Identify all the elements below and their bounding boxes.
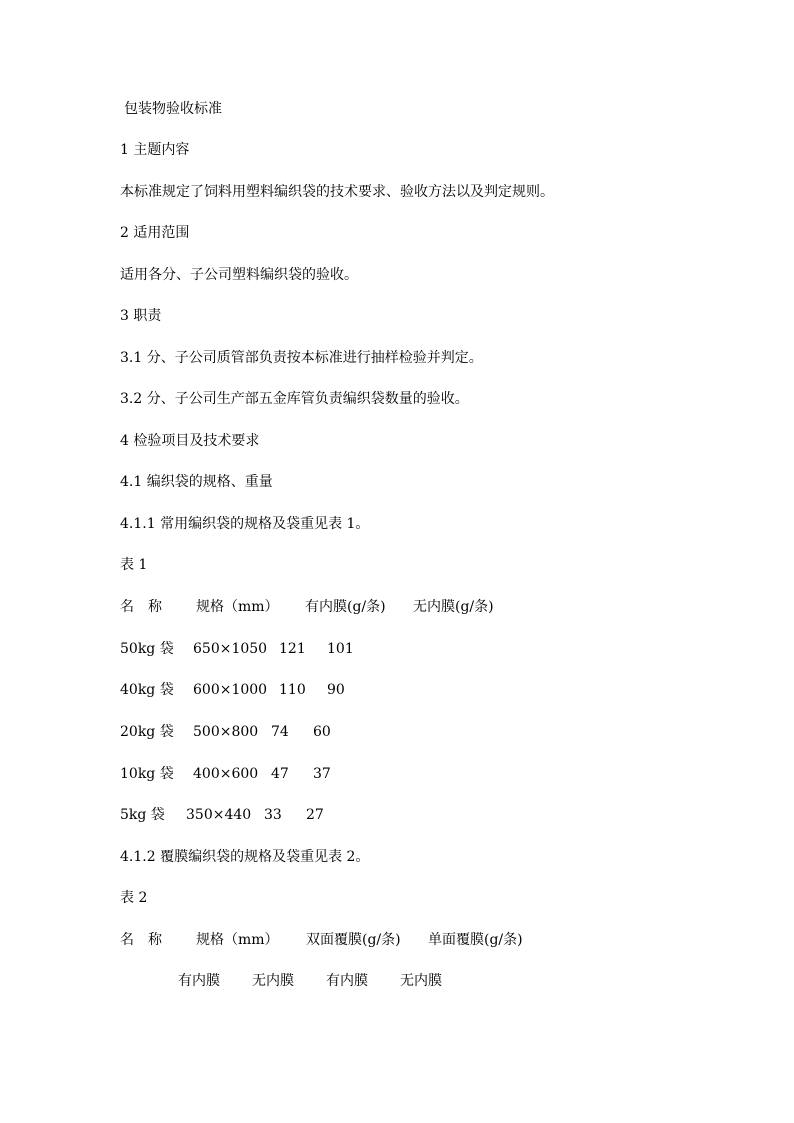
table-cell-spec: 350×440 [186, 807, 252, 823]
section-4-1-heading: 4.1 编织袋的规格、重量 [120, 474, 273, 490]
table-2-label: 表 2 [120, 890, 148, 906]
section-4-1-1-text: 4.1.1 常用编织袋的规格及袋重见表 1。 [120, 516, 370, 532]
section-4-1-2-text: 4.1.2 覆膜编织袋的规格及袋重见表 2。 [120, 849, 370, 865]
table-cell-without-liner: 101 [327, 641, 354, 657]
section-3-2-text: 3.2 分、子公司生产部五金库管负责编织袋数量的验收。 [120, 391, 469, 407]
section-3-heading: 3 职责 [120, 308, 162, 324]
table-cell-spec: 600×1000 [193, 682, 268, 698]
table-2-subheader: 无内膜 [400, 973, 442, 989]
table-cell-spec: 650×1050 [193, 641, 268, 657]
table-2-subheader: 无内膜 [252, 973, 294, 989]
table-cell-name: 40kg 袋 [120, 682, 174, 698]
table-1-label: 表 1 [120, 557, 148, 573]
table-cell-spec: 400×600 [193, 766, 259, 782]
table-cell-without-liner: 37 [313, 766, 331, 782]
table-cell-name: 10kg 袋 [120, 766, 174, 782]
section-2-text: 适用各分、子公司塑料编织袋的验收。 [120, 267, 358, 283]
table-cell-name: 50kg 袋 [120, 641, 174, 657]
table-2-header-single-film: 单面覆膜(g/条) [428, 932, 523, 948]
section-4-heading: 4 检验项目及技术要求 [120, 433, 260, 449]
table-2-subheader: 有内膜 [326, 973, 368, 989]
table-cell-with-liner: 47 [271, 766, 289, 782]
table-2-subheader: 有内膜 [178, 973, 220, 989]
section-2-heading: 2 适用范围 [120, 225, 190, 241]
document-title: 包装物验收标准 [124, 101, 222, 117]
table-cell-with-liner: 110 [279, 682, 306, 698]
section-1-text: 本标准规定了饲料用塑料编织袋的技术要求、验收方法以及判定规则。 [120, 184, 554, 200]
table-1-header-without-liner: 无内膜(g/条) [413, 599, 494, 615]
table-1-header-with-liner: 有内膜(g/条) [305, 599, 386, 615]
table-cell-without-liner: 60 [313, 724, 331, 740]
table-cell-name: 20kg 袋 [120, 724, 174, 740]
table-1-header-spec: 规格（mm） [196, 599, 279, 615]
table-2-header-spec: 规格（mm） [196, 932, 279, 948]
table-cell-without-liner: 90 [327, 682, 345, 698]
table-cell-with-liner: 33 [264, 807, 282, 823]
table-cell-name: 5kg 袋 [120, 807, 165, 823]
table-cell-without-liner: 27 [306, 807, 324, 823]
section-3-1-text: 3.1 分、子公司质管部负责按本标准进行抽样检验并判定。 [120, 350, 483, 366]
table-2-header-name: 名 称 [120, 932, 162, 948]
table-cell-with-liner: 74 [271, 724, 289, 740]
table-1-header-name: 名 称 [120, 599, 162, 615]
table-cell-spec: 500×800 [193, 724, 259, 740]
section-1-heading: 1 主题内容 [120, 142, 190, 158]
table-2-header-double-film: 双面覆膜(g/条) [306, 932, 401, 948]
table-cell-with-liner: 121 [279, 641, 306, 657]
